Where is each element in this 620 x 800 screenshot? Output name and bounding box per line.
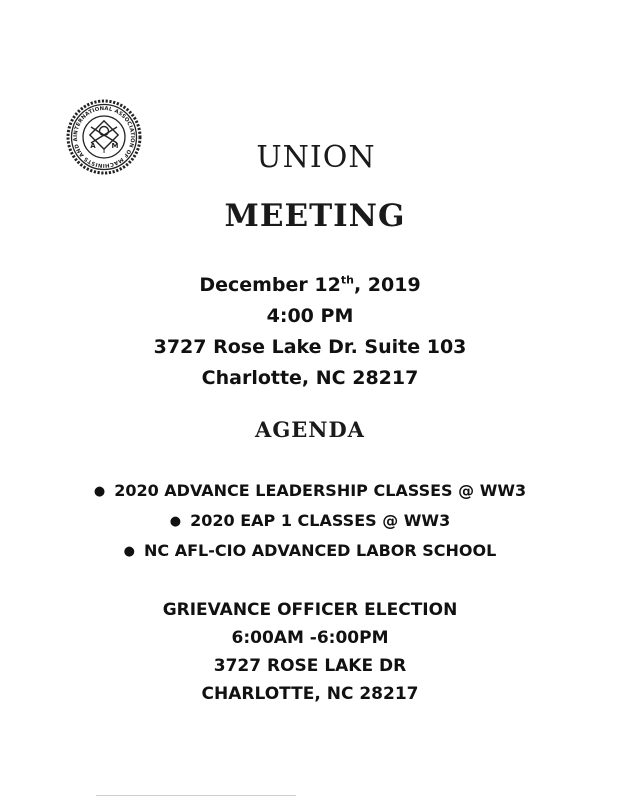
svg-text:INTERNATIONAL ASSOCIATION OF M: INTERNATIONAL ASSOCIATION OF MACHINISTS AND A — [72, 105, 136, 169]
agenda-heading: AGENDA — [255, 417, 365, 442]
meeting-address-line1: 3727 Rose Lake Dr. Suite 103 — [153, 336, 467, 358]
bullet-icon: ● — [169, 514, 182, 529]
title-meeting: MEETING — [224, 198, 406, 234]
election-address-line2: CHARLOTTE, NC 28217 — [201, 684, 419, 704]
scan-artifact-line — [96, 795, 296, 796]
title-union: UNION — [256, 140, 376, 175]
agenda-item: ● 2020 EAP 1 CLASSES @ WW3 — [0, 506, 620, 536]
svg-text:A: A — [90, 142, 96, 150]
agenda-list — [0, 476, 620, 566]
meeting-time: 4:00 PM — [266, 305, 354, 327]
bullet-icon: ● — [93, 484, 106, 499]
election-section — [0, 596, 620, 708]
svg-text:I: I — [103, 149, 105, 155]
agenda-item: ● 2020 ADVANCE LEADERSHIP CLASSES @ WW3 — [0, 476, 620, 506]
meeting-date: December 12th, 2019 — [199, 273, 421, 296]
election-title: GRIEVANCE OFFICER ELECTION — [162, 600, 458, 620]
election-hours: 6:00AM -6:00PM — [231, 628, 389, 648]
election-address-line1: 3727 ROSE LAKE DR — [213, 656, 407, 676]
meeting-details — [0, 270, 620, 394]
svg-text:M: M — [111, 142, 119, 150]
bullet-icon: ● — [123, 544, 136, 559]
agenda-item: ● NC AFL-CIO ADVANCED LABOR SCHOOL — [0, 536, 620, 566]
meeting-address-line2: Charlotte, NC 28217 — [201, 367, 419, 389]
